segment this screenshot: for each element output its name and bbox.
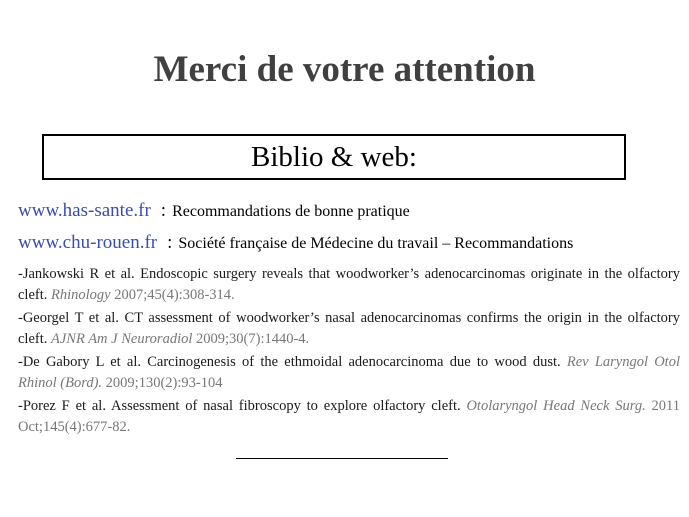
reference-volume: 2009;130(2):93-104 xyxy=(102,375,223,391)
has-sante-link[interactable]: www.has-sante.fr xyxy=(18,200,151,221)
reference-item xyxy=(18,308,680,350)
divider-line xyxy=(236,458,448,459)
reference-item xyxy=(18,396,680,438)
reference-journal: Otolaryngol Head Neck Surg. xyxy=(466,398,646,414)
slide-title: Merci de votre attention xyxy=(153,49,536,90)
reference-text: -Georgel T et al. CT assessment of woodworker’s nasal adenocarcinomas confirms the origin in the olfactory cleft. xyxy=(18,310,680,347)
link-description: Recommandations de bonne pratique xyxy=(172,203,410,220)
reference-volume: 2009;30(7):1440-4. xyxy=(192,331,310,347)
separator: : xyxy=(167,232,173,253)
web-link-row xyxy=(18,200,410,222)
web-link-row xyxy=(18,232,573,254)
reference-volume: 2011 Oct;145(4):677-82. xyxy=(18,398,680,435)
chu-rouen-link[interactable]: www.chu-rouen.fr xyxy=(18,232,158,253)
reference-journal: Rhinology xyxy=(51,287,111,303)
biblio-heading-box xyxy=(42,134,626,180)
reference-list xyxy=(18,264,680,440)
reference-journal: Rev Laryngol Otol Rhinol (Bord). xyxy=(18,354,680,391)
separator: : xyxy=(160,200,167,221)
reference-text: -Porez F et al. Assessment of nasal fibroscopy to explore olfactory cleft. xyxy=(18,398,467,414)
reference-item xyxy=(18,352,680,394)
reference-text: -Jankowski R et al. Endoscopic surgery reveals that woodworker’s adenocarcinomas originate in the olfactory cleft. xyxy=(18,266,680,303)
link-description: Société française de Médecine du travail – Recommandations xyxy=(178,235,574,252)
reference-journal: AJNR Am J Neuroradiol xyxy=(51,331,193,347)
biblio-heading: Biblio & web: xyxy=(251,140,417,173)
reference-item xyxy=(18,264,680,306)
reference-text: -De Gabory L et al. Carcinogenesis of the ethmoidal adenocarcinoma due to wood dust. xyxy=(18,354,567,370)
reference-volume: 2007;45(4):308-314. xyxy=(110,287,235,303)
